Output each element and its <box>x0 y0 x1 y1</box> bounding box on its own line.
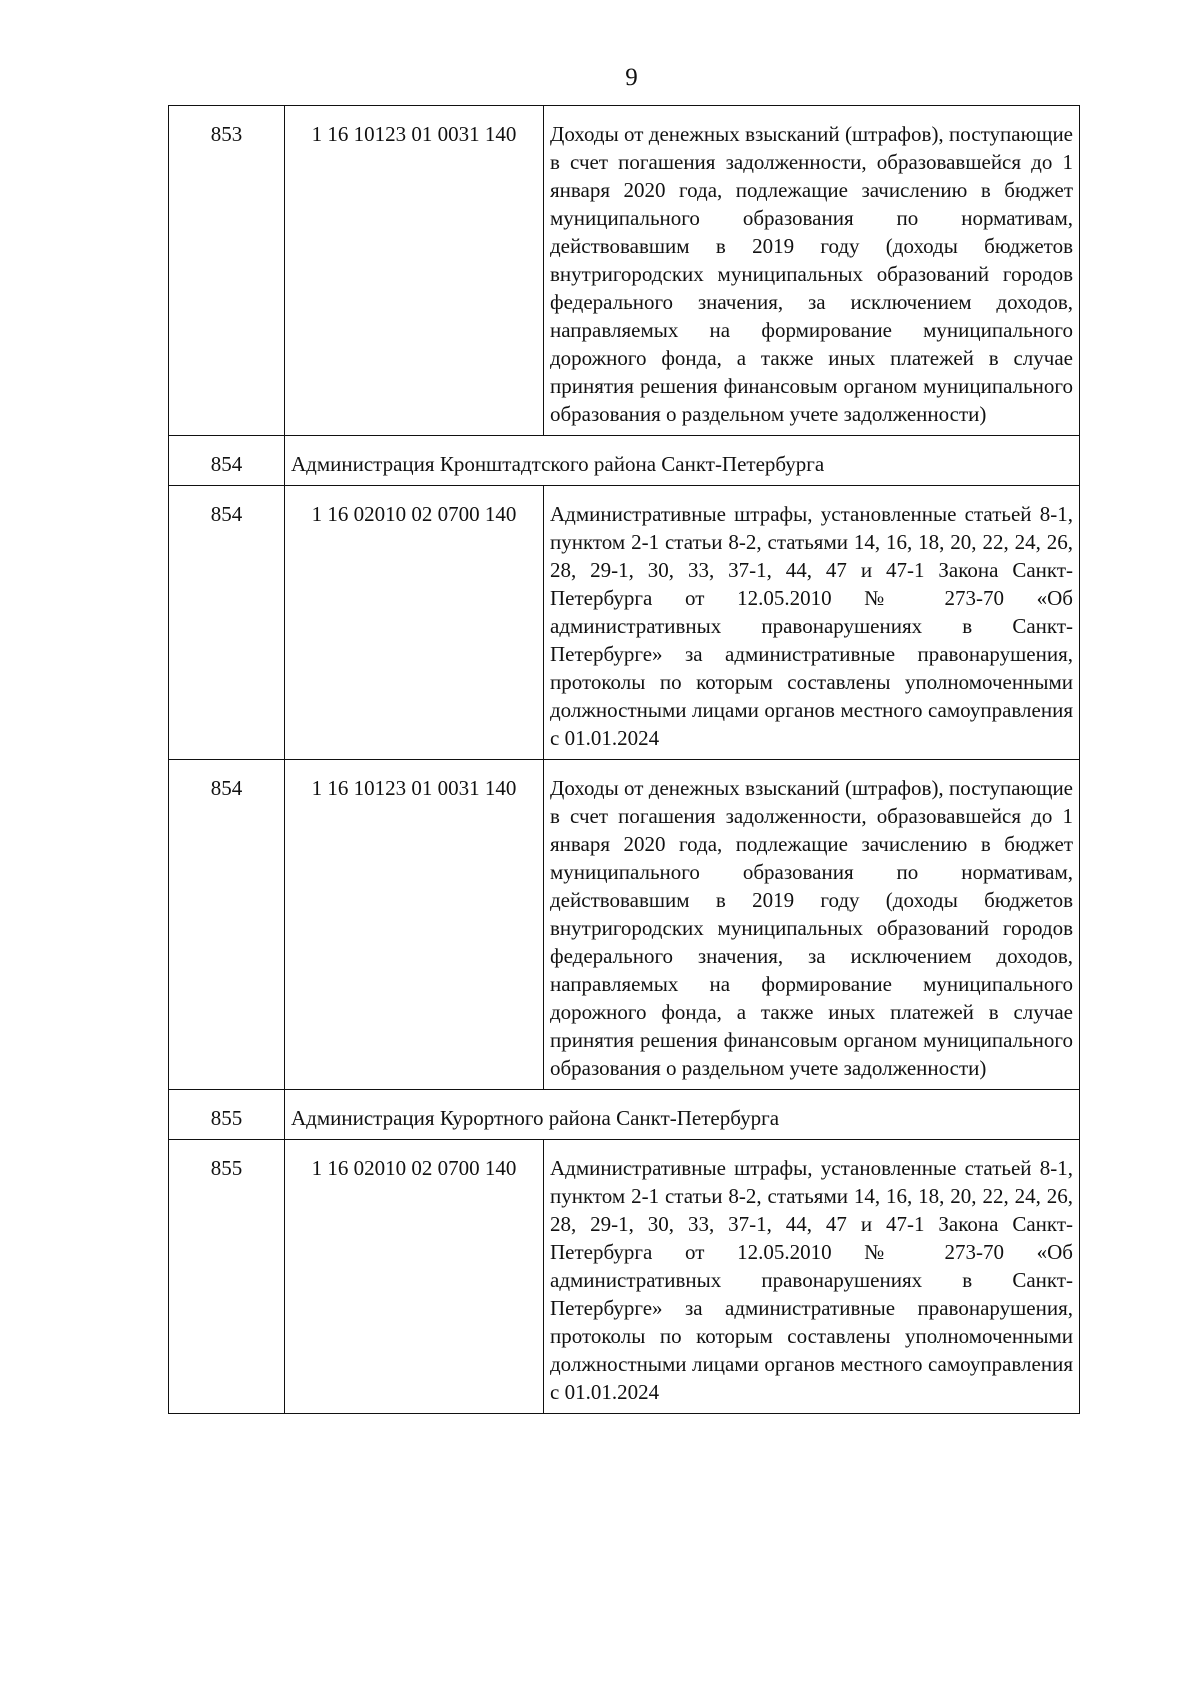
description-cell: Доходы от денежных взысканий (штрафов), поступающие в счет погашения задолженности, образовавшейся до 1 января 2020 года, подлежащие зачислению в бюджет муниципального образования по нормативам, действовавшим в 2019 году (доходы бюджетов внутригородских муниципальных образований городов федерального значения, за исключением доходов, направляемых на формирование муниципального дорожного фонда, а также иных платежей в случае принятия решения финансовым органом муниципального образования о раздельном учете задолженности) <box>544 106 1080 436</box>
organization-name-cell: Администрация Курортного района Санкт-Петербурга <box>285 1090 1080 1140</box>
admin-code-cell: 854 <box>169 436 285 486</box>
table-row <box>169 1140 1080 1414</box>
organization-row <box>169 436 1080 486</box>
description-cell: Административные штрафы, установленные статьей 8-1, пунктом 2-1 статьи 8-2, статьями 14, 16, 18, 20, 22, 24, 26, 28, 29-1, 30, 33, 37-1, 44, 47 и 47-1 Закона Санкт-Петербурга от 12.05.2010 № 273-70 «Об административных правонарушениях в Санкт-Петербурге» за административные правонарушения, протоколы по которым составлены уполномоченными должностными лицами органов местного самоуправления с 01.01.2024 <box>544 1140 1080 1414</box>
admin-code-cell: 853 <box>169 106 285 436</box>
table-row <box>169 760 1080 1090</box>
table-row <box>169 106 1080 436</box>
kbk-code-cell: 1 16 10123 01 0031 140 <box>285 106 544 436</box>
admin-code-cell: 855 <box>169 1090 285 1140</box>
admin-code-cell: 854 <box>169 486 285 760</box>
organization-name-cell: Администрация Кронштадтского района Санкт-Петербурга <box>285 436 1080 486</box>
admin-code-cell: 855 <box>169 1140 285 1414</box>
organization-row <box>169 1090 1080 1140</box>
kbk-code-cell: 1 16 02010 02 0700 140 <box>285 486 544 760</box>
kbk-code-cell: 1 16 10123 01 0031 140 <box>285 760 544 1090</box>
description-cell: Административные штрафы, установленные статьей 8-1, пунктом 2-1 статьи 8-2, статьями 14, 16, 18, 20, 22, 24, 26, 28, 29-1, 30, 33, 37-1, 44, 47 и 47-1 Закона Санкт-Петербурга от 12.05.2010 № 273-70 «Об административных правонарушениях в Санкт-Петербурге» за административные правонарушения, протоколы по которым составлены уполномоченными должностными лицами органов местного самоуправления с 01.01.2024 <box>544 486 1080 760</box>
table-row <box>169 486 1080 760</box>
page-number: 9 <box>625 64 638 91</box>
budget-codes-table <box>168 105 1080 1414</box>
kbk-code-cell: 1 16 02010 02 0700 140 <box>285 1140 544 1414</box>
admin-code-cell: 854 <box>169 760 285 1090</box>
description-cell: Доходы от денежных взысканий (штрафов), поступающие в счет погашения задолженности, образовавшейся до 1 января 2020 года, подлежащие зачислению в бюджет муниципального образования по нормативам, действовавшим в 2019 году (доходы бюджетов внутригородских муниципальных образований городов федерального значения, за исключением доходов, направляемых на формирование муниципального дорожного фонда, а также иных платежей в случае принятия решения финансовым органом муниципального образования о раздельном учете задолженности) <box>544 760 1080 1090</box>
